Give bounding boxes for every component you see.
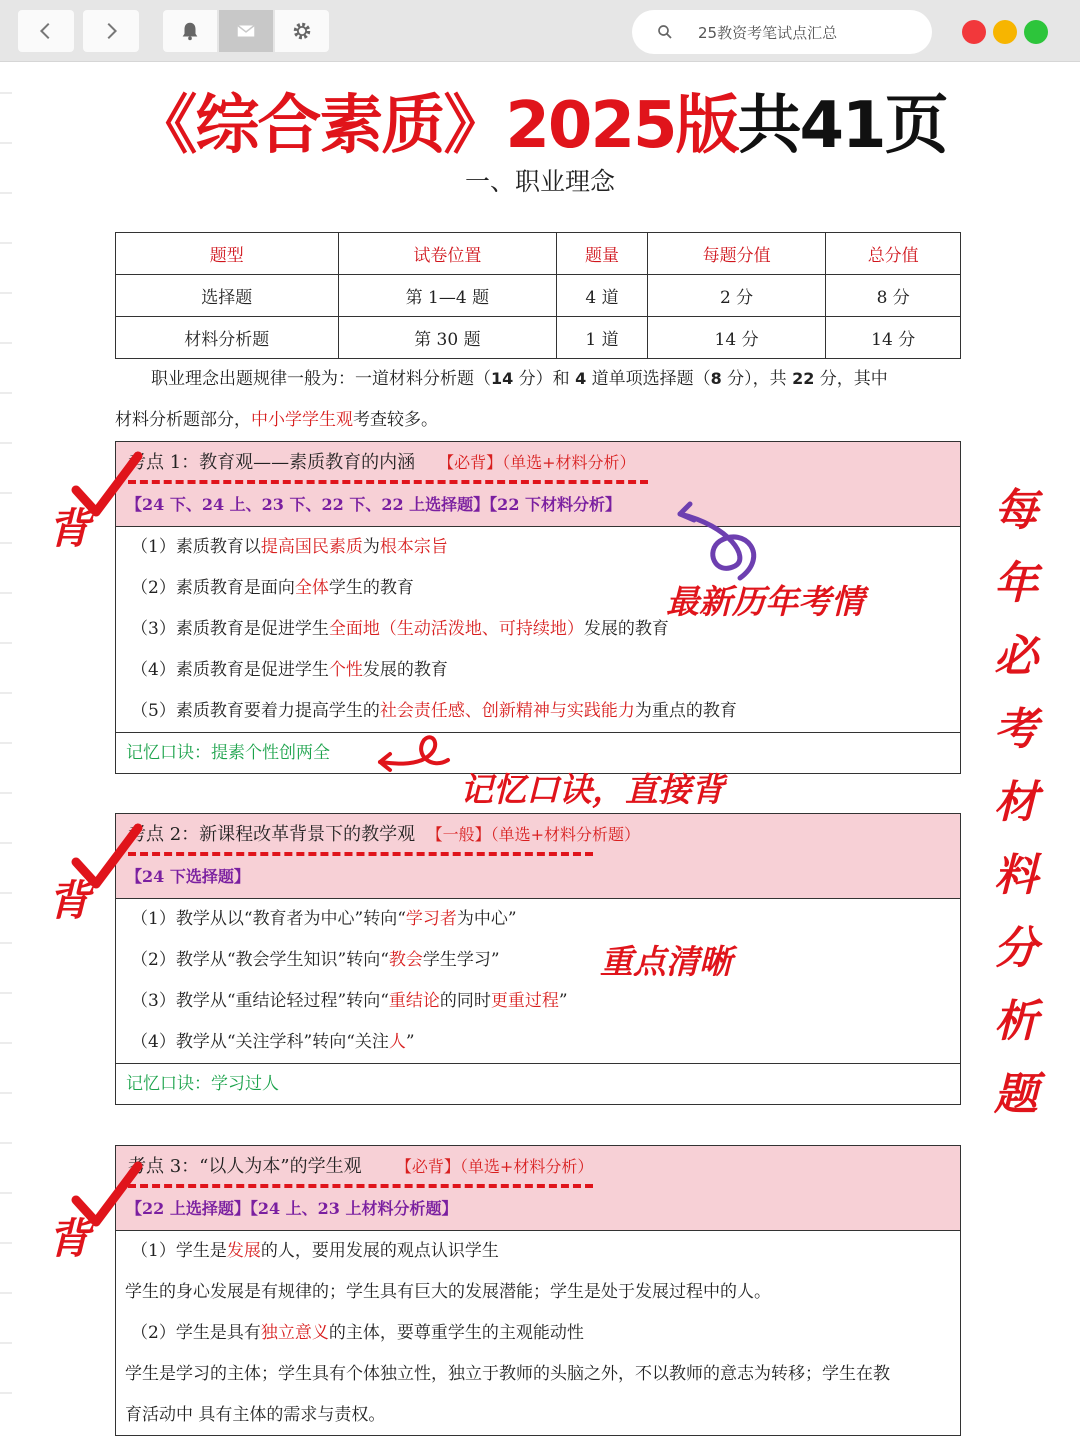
table-header: 总分值 bbox=[826, 233, 961, 275]
maximize-window-button[interactable] bbox=[1024, 20, 1048, 44]
point-2-title: 考点 2：新课程改革背景下的教学观 bbox=[128, 824, 416, 845]
point-1-level: 【必背】（单选+材料分析） bbox=[438, 453, 636, 472]
page-edge-marks bbox=[0, 62, 12, 1443]
table-header-row bbox=[116, 233, 961, 275]
intro-line-2 bbox=[115, 408, 961, 432]
list-item: （1）素质教育以提高国民素质为根本宗旨 bbox=[131, 537, 448, 557]
chevron-right-icon bbox=[100, 20, 122, 42]
point-3-box bbox=[115, 1145, 961, 1436]
forward-button[interactable] bbox=[83, 10, 139, 52]
table-row bbox=[116, 275, 961, 317]
point-1-header bbox=[116, 442, 960, 527]
table-cell: 1 道 bbox=[557, 317, 648, 359]
point-2-tags: 【24 下选择题】 bbox=[126, 867, 250, 886]
intro-number: 14 bbox=[491, 369, 514, 388]
point-3-tags: 【22 上选择题】【24 上、23 上材料分析题】 bbox=[126, 1199, 458, 1218]
dashed-underline bbox=[128, 480, 648, 484]
table-cell: 14 分 bbox=[826, 317, 961, 359]
point-3-header bbox=[116, 1146, 960, 1231]
intro-text: 分），共 bbox=[721, 369, 793, 389]
intro-text: 道单项选择题（ bbox=[586, 369, 711, 389]
intro-number: 4 bbox=[575, 369, 587, 388]
point-1-title: 考点 1：教育观——素质教育的内涵 bbox=[128, 452, 416, 473]
search-input[interactable] bbox=[632, 10, 932, 54]
list-item: （1）教学从以“教育者为中心”转向“学习者为中心” bbox=[131, 909, 517, 929]
title-page-count: 共41页 bbox=[737, 89, 947, 163]
point-3-title-line bbox=[116, 1146, 960, 1188]
list-item: （4）素质教育是促进学生个性发展的教育 bbox=[131, 660, 448, 680]
table-cell: 第 30 题 bbox=[338, 317, 557, 359]
point-3-level: 【必背】（单选+材料分析） bbox=[395, 1157, 594, 1176]
search-placeholder: 25教资考笔试点汇总 bbox=[698, 24, 838, 42]
page-title bbox=[0, 74, 1080, 166]
point-2-level: 【一般】（单选+材料分析题） bbox=[426, 825, 641, 844]
intro-text: 材料分析题部分， bbox=[115, 410, 251, 430]
intro-text: 分，其中 bbox=[814, 369, 888, 389]
list-item: （3）教学从“重结论轻过程”转向“重结论的同时更重过程” bbox=[131, 991, 568, 1011]
curly-arrow-icon bbox=[660, 496, 770, 586]
table-cell: 选择题 bbox=[116, 275, 339, 317]
table-cell: 8 分 bbox=[826, 275, 961, 317]
point-2-header bbox=[116, 814, 960, 899]
annotation-memorize: 记忆口诀，直接背 bbox=[460, 770, 724, 809]
intro-highlight: 中小学学生观 bbox=[251, 410, 353, 430]
list-item: （2）学生是具有独立意义的主体，要尊重学生的主观能动性 bbox=[131, 1323, 584, 1343]
intro-line-1 bbox=[115, 367, 961, 391]
table-cell: 材料分析题 bbox=[116, 317, 339, 359]
search-icon bbox=[656, 23, 674, 41]
table-cell: 4 道 bbox=[557, 275, 648, 317]
table-cell: 第 1—4 题 bbox=[338, 275, 557, 317]
notifications-button[interactable] bbox=[163, 10, 217, 52]
intro-text: 考查较多。 bbox=[353, 410, 438, 430]
annotation-key-clear: 重点清晰 bbox=[600, 942, 732, 981]
intro-number: 22 bbox=[792, 369, 815, 388]
minimize-window-button[interactable] bbox=[993, 20, 1017, 44]
annotation-latest: 最新历年考情 bbox=[666, 582, 864, 621]
table-cell: 14 分 bbox=[647, 317, 826, 359]
section-title: 一、职业理念 bbox=[464, 167, 615, 196]
close-window-button[interactable] bbox=[962, 20, 986, 44]
annotation-bei: 背 bbox=[48, 504, 91, 553]
table-header: 题型 bbox=[116, 233, 339, 275]
intro-text: 职业理念出题规律一般为：一道材料分析题（ bbox=[151, 369, 491, 389]
list-item: （5）素质教育要着力提高学生的社会责任感、创新精神与实践能力为重点的教育 bbox=[131, 701, 737, 721]
table-header: 试卷位置 bbox=[338, 233, 557, 275]
list-item-detail: 育活动中 具有主体的需求与责权。 bbox=[125, 1405, 386, 1425]
mail-icon bbox=[235, 20, 257, 42]
intro-text: 分）和 bbox=[513, 369, 576, 389]
intro-number: 8 bbox=[710, 369, 722, 388]
list-item-detail: 学生是学习的主体；学生具有个体独立性，独立于教师的头脑之外，不以教师的意志为转移；学生在教 bbox=[125, 1364, 890, 1384]
list-item: （4）教学从“关注学科”转向“关注人” bbox=[131, 1032, 415, 1052]
point-3-title: 考点 3：“以人为本”的学生观 bbox=[128, 1156, 362, 1177]
table-header: 每题分值 bbox=[647, 233, 826, 275]
gear-icon bbox=[291, 20, 313, 42]
back-button[interactable] bbox=[18, 10, 74, 52]
table-header: 题量 bbox=[557, 233, 648, 275]
annotation-bei: 背 bbox=[48, 876, 91, 925]
annotation-bei: 背 bbox=[48, 1214, 91, 1263]
list-item: （2）素质教育是面向全体学生的教育 bbox=[131, 578, 414, 598]
dashed-underline bbox=[128, 1184, 593, 1188]
list-item-detail: 学生的身心发展是有规律的；学生具有巨大的发展潜能；学生是处于发展过程中的人。 bbox=[125, 1282, 771, 1302]
point-2-mnemonic: 记忆口诀：学习过人 bbox=[116, 1063, 960, 1104]
table-row bbox=[116, 317, 961, 359]
browser-toolbar bbox=[0, 0, 1080, 62]
bell-icon bbox=[179, 20, 201, 42]
table-cell: 2 分 bbox=[647, 275, 826, 317]
annotation-vertical: 每年必考材料分析题 bbox=[994, 485, 1038, 1120]
dashed-underline bbox=[128, 852, 593, 856]
point-1-mnemonic: 记忆口诀：提素个性创两全 bbox=[116, 732, 960, 773]
list-item: （2）教学从“教会学生知识”转向“教会学生学习” bbox=[131, 950, 500, 970]
summary-table bbox=[115, 232, 961, 359]
point-2-box bbox=[115, 813, 961, 1105]
mail-button[interactable] bbox=[219, 10, 273, 52]
point-2-title-line bbox=[116, 814, 960, 856]
chevron-left-icon bbox=[35, 20, 57, 42]
settings-button[interactable] bbox=[275, 10, 329, 52]
point-1-title-line bbox=[116, 442, 960, 484]
list-item: （3）素质教育是促进学生全面地（生动活泼地、可持续地）发展的教育 bbox=[131, 619, 669, 639]
point-1-tags: 【24 下、24 上、23 下、22 下、22 上选择题】【22 下材料分析】 bbox=[126, 495, 622, 514]
loop-arrow-icon bbox=[372, 730, 452, 775]
list-item: （1）学生是发展的人，要用发展的观点认识学生 bbox=[131, 1241, 499, 1261]
title-red-part: 《综合素质》2025版 bbox=[133, 89, 738, 163]
